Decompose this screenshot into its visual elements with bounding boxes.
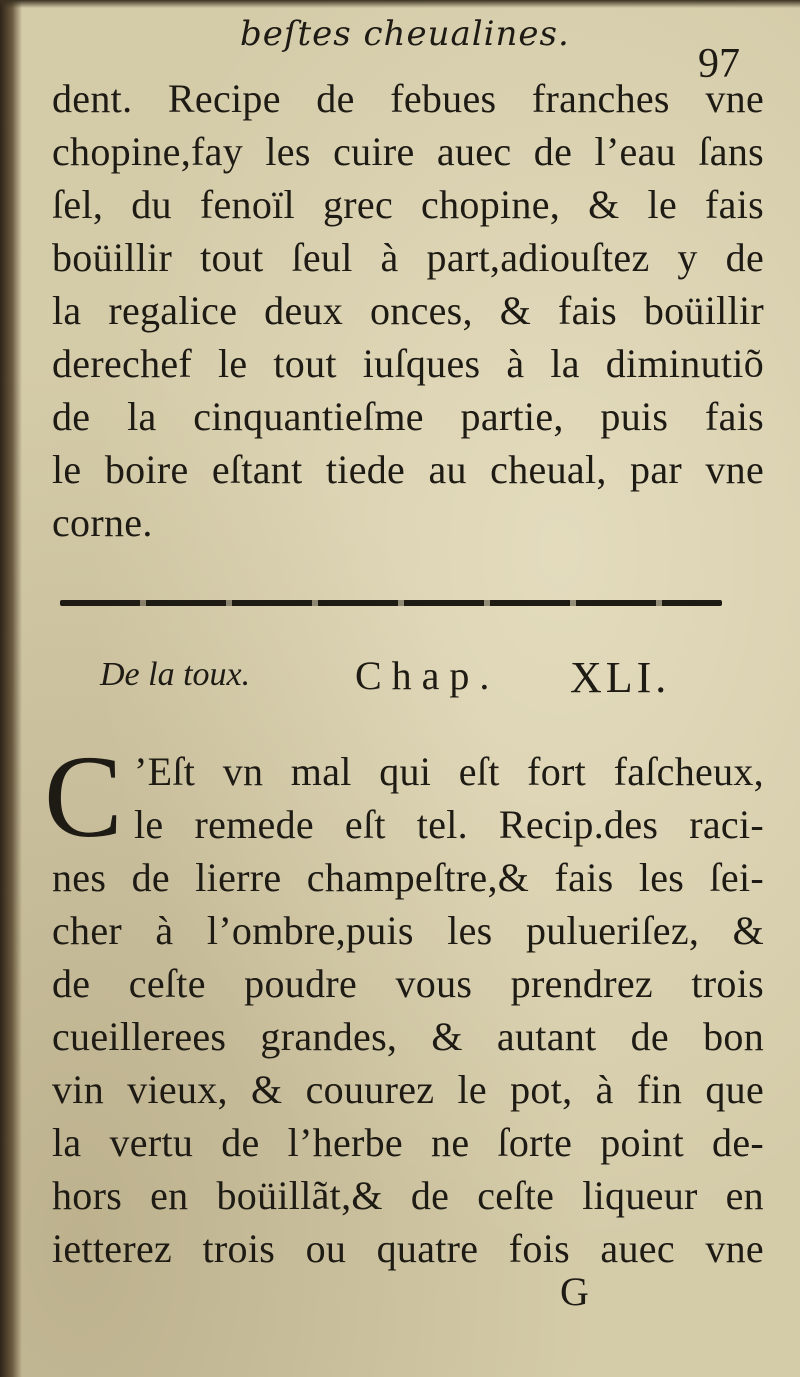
section-divider bbox=[60, 600, 722, 606]
text-line: boüillir tout ſeul à part,adiouſtez y de bbox=[52, 235, 764, 280]
text-block-top bbox=[52, 72, 764, 549]
text-line: de la cinquantieſme partie, puis fais bbox=[52, 394, 764, 439]
text-line: le boire eſtant tiede au cheual, par vne bbox=[52, 447, 764, 492]
page-top-edge bbox=[0, 0, 800, 8]
chapter-label: Chap. bbox=[355, 653, 500, 698]
text-line: cher à l’ombre,puis les pulueriſez, & bbox=[52, 908, 764, 953]
chapter-number: XLI. bbox=[570, 653, 671, 702]
chapter-heading bbox=[100, 650, 700, 706]
binding-gutter bbox=[0, 0, 22, 1377]
text-line: la vertu de l’herbe ne ſorte point de- bbox=[52, 1120, 764, 1165]
text-line: hors en boüillãt,& de ceſte liqueur en bbox=[52, 1173, 764, 1218]
text-block-chapter bbox=[52, 745, 764, 1275]
text-line: ’Eſt vn mal qui eſt fort faſcheux, bbox=[134, 749, 764, 794]
text-line: ſel, du fenoïl grec chopine, & le fais bbox=[52, 182, 764, 227]
text-line: la regalice deux onces, & fais boüillir bbox=[52, 288, 764, 333]
text-line: ietterez trois ou quatre fois auec vne bbox=[52, 1226, 764, 1271]
text-line: cueillerees grandes, & autant de bon bbox=[52, 1014, 764, 1059]
text-line: nes de lierre champeſtre,& fais les ſei- bbox=[52, 855, 764, 900]
signature-mark: G bbox=[560, 1269, 589, 1314]
text-line: le remede eſt tel. Recip.des raci- bbox=[134, 802, 764, 847]
page-number: 97 bbox=[698, 41, 740, 87]
text-line: corne. bbox=[52, 500, 153, 545]
text-line: derechef le tout iuſques à la diminutiõ bbox=[52, 341, 764, 386]
text-line: de ceſte poudre vous prendrez trois bbox=[52, 961, 764, 1006]
running-head: beſtes cheualines. bbox=[240, 14, 570, 54]
chapter-title: De la toux. bbox=[100, 656, 251, 693]
drop-cap: C bbox=[44, 731, 123, 862]
text-line: vin vieux, & couurez le pot, à fin que bbox=[52, 1067, 764, 1112]
text-line: chopine,fay les cuire auec de l’eau ſans bbox=[52, 129, 764, 174]
text-line: dent. Recipe de febues franches vne bbox=[52, 76, 764, 121]
